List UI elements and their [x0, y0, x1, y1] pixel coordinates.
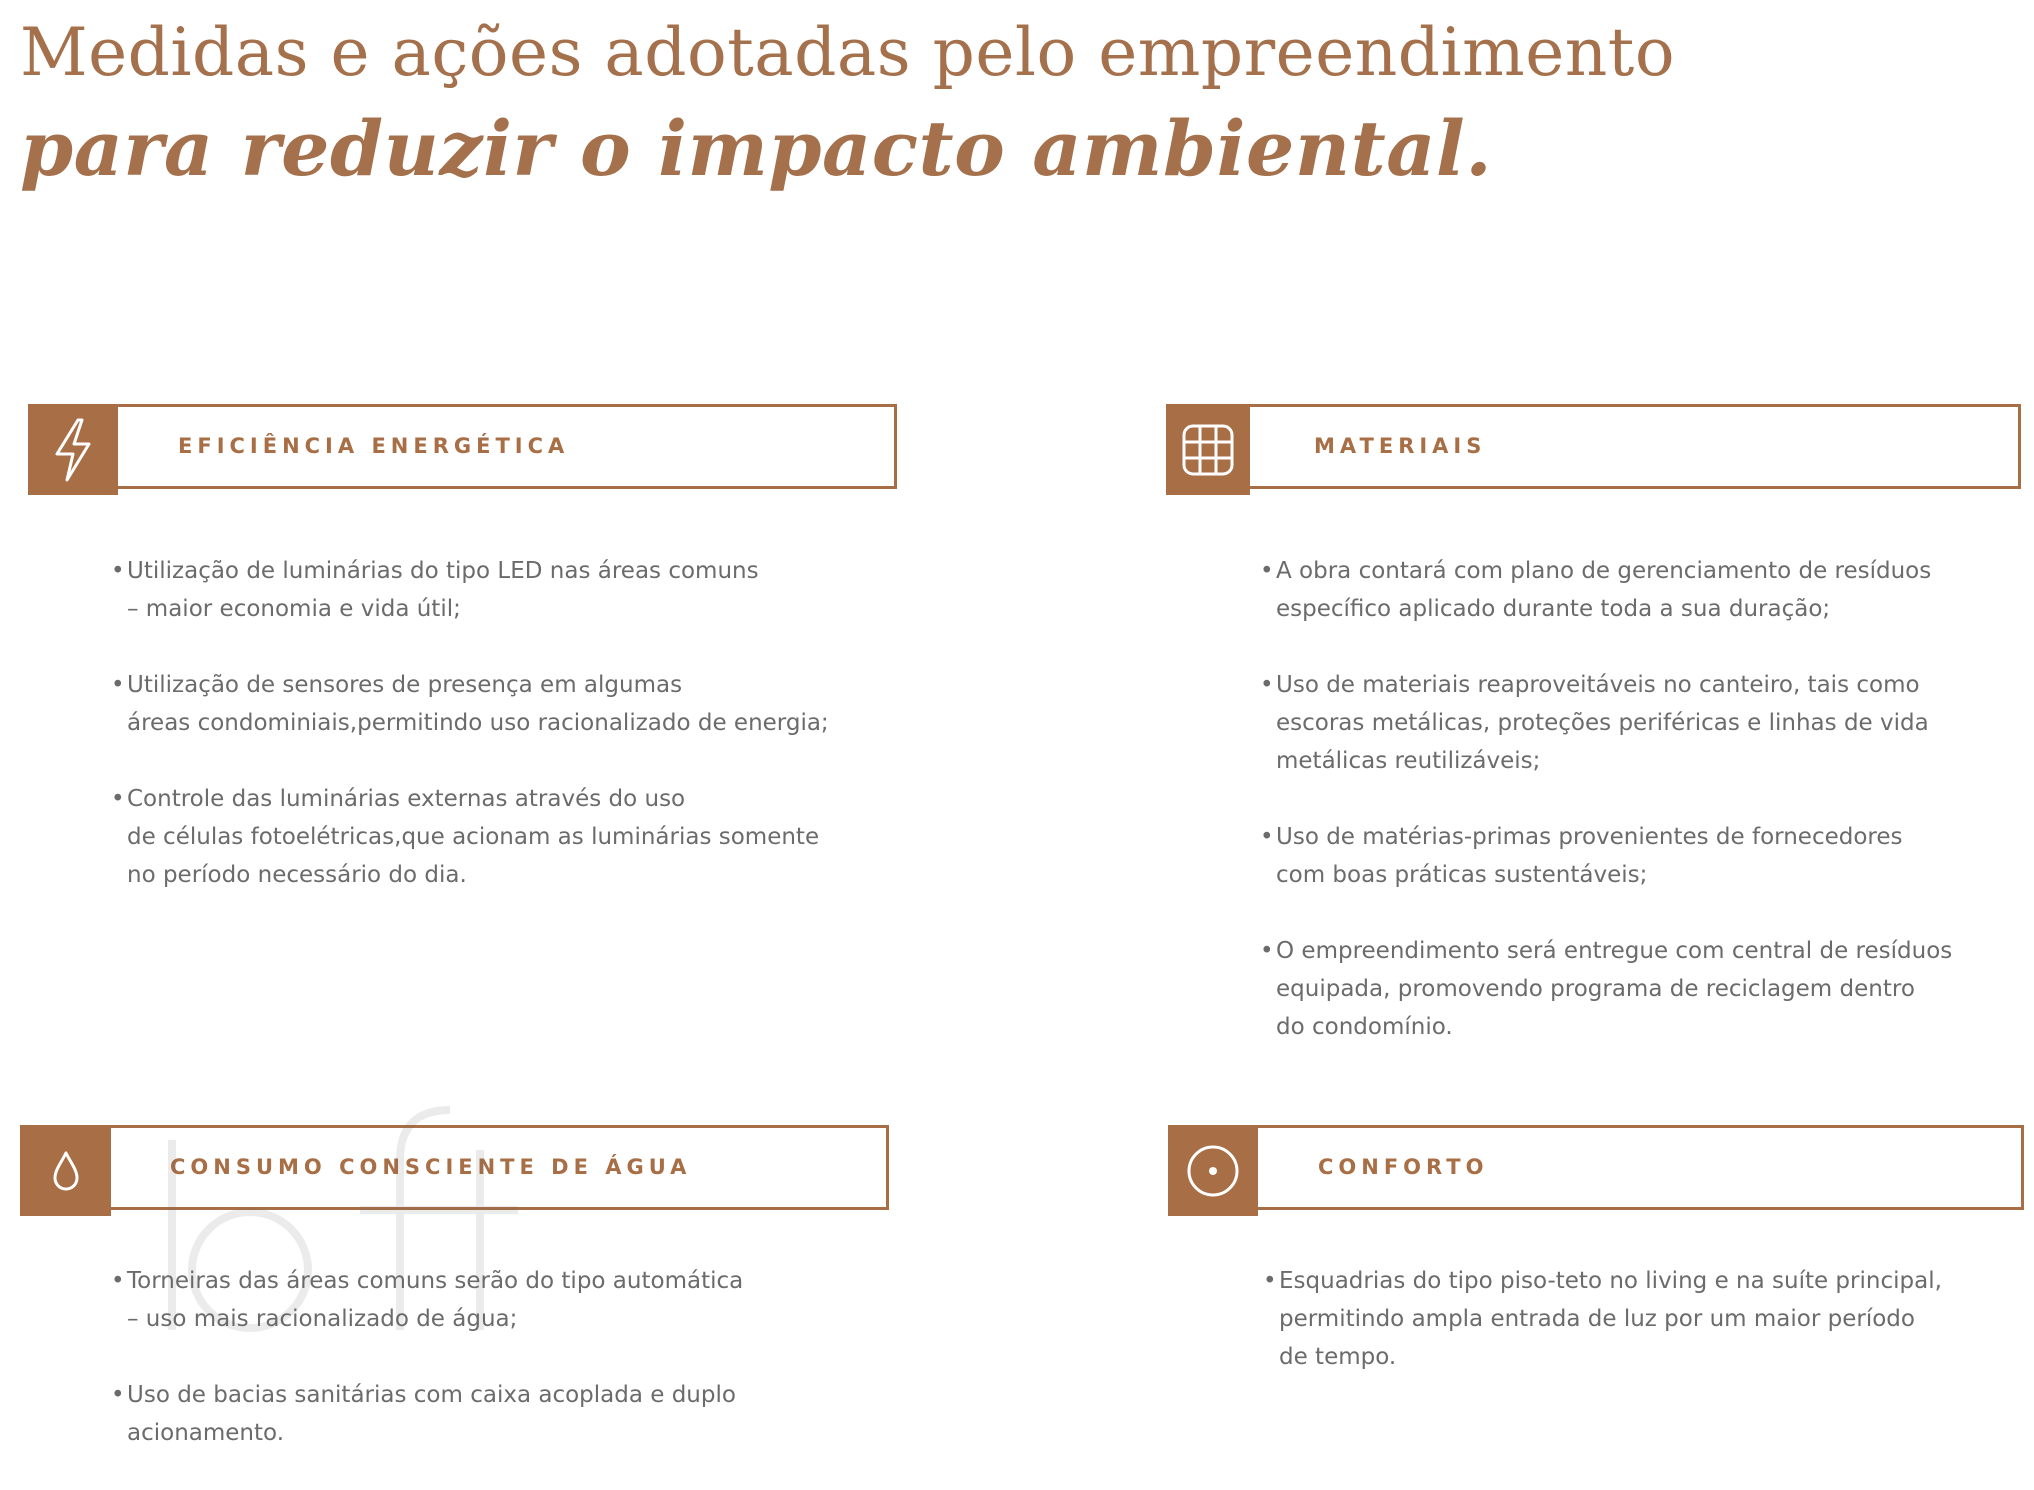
section-title: MATERIAIS	[1314, 434, 1487, 458]
section-header-conforto	[1168, 1125, 2024, 1210]
section-icon-box	[28, 404, 118, 495]
bullet-list-consumo-agua	[111, 1262, 931, 1490]
list-item: • Uso de matérias-primas provenientes de fornecedores com boas práticas sustentáveis;	[1260, 818, 2030, 894]
section-icon-box	[1168, 1125, 1258, 1216]
section-title: EFICIÊNCIA ENERGÉTICA	[178, 434, 570, 458]
bullet-list-materiais	[1260, 552, 2030, 1084]
list-item: • O empreendimento será entregue com central de resíduos equipada, promovendo programa de reciclagem dentro do condomínio.	[1260, 932, 2030, 1046]
section-icon-box	[20, 1125, 111, 1216]
section-header-eficiencia-energetica	[28, 404, 897, 489]
list-item: • A obra contará com plano de gerenciamento de resíduos específico aplicado durante toda a sua duração;	[1260, 552, 2030, 628]
bullet-list-eficiencia-energetica	[111, 552, 931, 932]
list-item: • Utilização de sensores de presença em algumas áreas condominiais,permitindo uso racionalizado de energia;	[111, 666, 931, 742]
list-item: • Utilização de luminárias do tipo LED nas áreas comuns – maior economia e vida útil;	[111, 552, 931, 628]
section-header-consumo-agua	[20, 1125, 889, 1210]
lightning-icon	[49, 416, 97, 484]
target-circle-icon	[1184, 1142, 1242, 1200]
page-title-line-1: Medidas e ações adotadas pelo empreendimento	[20, 14, 1676, 91]
list-item: • Uso de bacias sanitárias com caixa acoplada e duplo acionamento.	[111, 1376, 931, 1452]
water-drop-icon	[49, 1149, 83, 1193]
section-icon-box	[1166, 404, 1250, 495]
list-item: • Uso de materiais reaproveitáveis no canteiro, tais como escoras metálicas, proteções periféricas e linhas de vida metálicas reutilizáveis;	[1260, 666, 2030, 780]
list-item: • Torneiras das áreas comuns serão do tipo automática – uso mais racionalizado de água;	[111, 1262, 931, 1338]
list-item: • Esquadrias do tipo piso-teto no living e na suíte principal, permitindo ampla entrada de luz por um maior período de tempo.	[1263, 1262, 2033, 1376]
bullet-list-conforto	[1263, 1262, 2033, 1414]
page-title-line-2: para reduzir o impacto ambiental.	[20, 104, 1493, 193]
section-title: CONSUMO CONSCIENTE DE ÁGUA	[170, 1155, 692, 1179]
section-header-materiais	[1166, 404, 2021, 489]
section-title: CONFORTO	[1318, 1155, 1489, 1179]
list-item: • Controle das luminárias externas através do uso de células fotoelétricas,que acionam as luminárias somente no período necessário do dia.	[111, 780, 931, 894]
grid-icon	[1181, 423, 1235, 477]
